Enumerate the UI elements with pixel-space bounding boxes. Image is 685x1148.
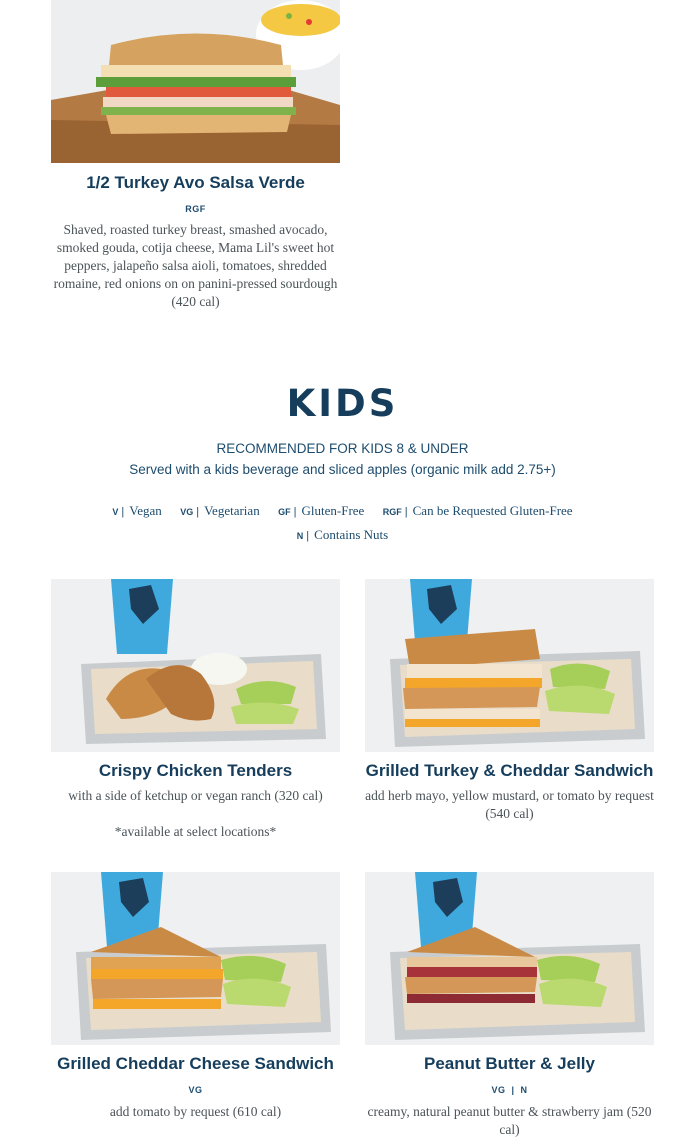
legend-code: N [296,531,304,541]
pbj-photo[interactable] [365,872,654,1045]
grilled-cheese-photo[interactable] [51,872,340,1045]
menu-item-pbj[interactable] [365,872,654,1139]
legend-label: Vegetarian [204,503,260,518]
legend-label: Vegan [129,503,162,518]
menu-item-chicken-tenders[interactable] [51,579,340,841]
item-description: with a side of ketchup or vegan ranch (320 cal) [68,788,323,803]
legend-item-request-gluten-free [383,502,573,520]
item-description: Shaved, roasted turkey breast, smashed avocado, smoked gouda, cotija cheese, Mama Lil's sweet hot peppers, jalapeño salsa aioli, tomatoes, shredded romaine, red onions on on panini-pressed sourdough (420 cal) [53,222,338,309]
kids-section-heading: KIDS [286,382,399,425]
item-description: creamy, natural peanut butter & strawberry jam (520 cal) [367,1104,652,1137]
legend-code: GF [278,507,291,517]
legend-item-contains-nuts [297,526,388,544]
legend-item-gluten-free [278,502,364,520]
item-note: *available at select locations* [114,824,277,839]
legend-code: VG [180,507,194,517]
diet-badge: VG | N [491,1085,528,1095]
chicken-tenders-photo[interactable] [51,579,340,752]
menu-item-grilled-cheese[interactable] [51,872,340,1121]
menu-item-turkey-cheddar[interactable] [365,579,654,823]
item-title: Crispy Chicken Tenders [98,761,293,780]
diet-legend [0,502,685,520]
item-description: add tomato by request (610 cal) [109,1104,282,1119]
legend-separator: | [404,506,408,518]
legend-code: V [112,507,119,517]
item-title: 1/2 Turkey Avo Salsa Verde [86,173,305,192]
legend-label: Can be Requested Gluten-Free [412,503,573,518]
item-description: add herb mayo, yellow mustard, or tomato by request (540 cal) [365,788,654,821]
diet-badge: VG [188,1085,203,1095]
item-title: Grilled Cheddar Cheese Sandwich [57,1054,334,1073]
diet-badge: RGF [185,204,206,214]
diet-legend-row-2 [0,526,685,544]
legend-separator: | [306,530,310,542]
turkey-avo-photo[interactable] [51,0,340,163]
menu-item-turkey-avo[interactable] [51,0,340,311]
turkey-cheddar-photo[interactable] [365,579,654,752]
item-title: Grilled Turkey & Cheddar Sandwich [365,761,654,780]
legend-separator: | [196,506,200,518]
legend-label: Gluten-Free [301,503,365,518]
legend-separator: | [293,506,297,518]
kids-age-recommendation: RECOMMENDED FOR KIDS 8 & UNDER [216,441,469,456]
legend-code: RGF [382,507,402,517]
kids-served-with: Served with a kids beverage and sliced apples (organic milk add 2.75+) [129,462,556,477]
legend-label: Contains Nuts [314,527,389,542]
legend-item-vegetarian [180,502,259,520]
legend-separator: | [121,506,125,518]
item-title: Peanut Butter & Jelly [424,1054,595,1073]
legend-item-vegan [112,502,161,520]
